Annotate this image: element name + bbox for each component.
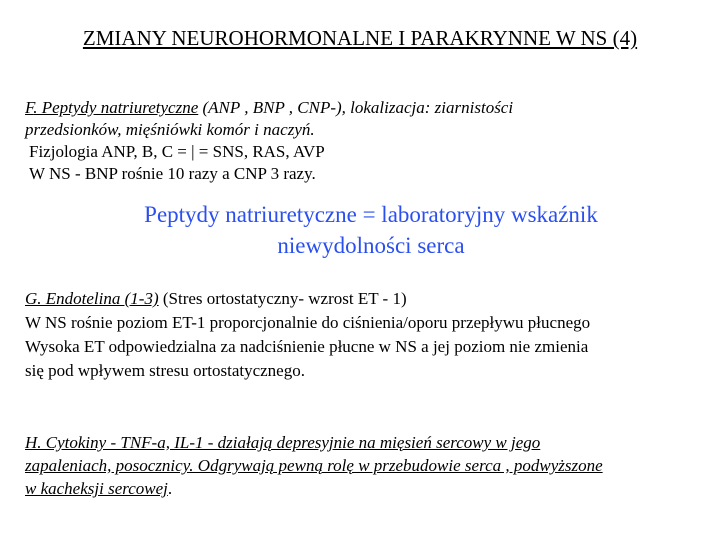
section-g-endothelin (25, 287, 590, 383)
section-f-label: F (25, 98, 34, 117)
section-f-line-1-rest: (ANP , BNP , CNP-), lokalizacja: ziarnistości (198, 98, 514, 117)
section-h-line-3-text: w kacheksji sercowej (25, 479, 168, 498)
section-h-cytokines (25, 431, 603, 500)
section-h-line-2: zapaleniach, posocznicy. Odgrywają pewną rolę w przebudowie serca , podwyższone (25, 456, 603, 475)
section-f-line-2 (25, 119, 513, 141)
section-f-line-2a: przedsionków, mięśniówki komór i (25, 120, 264, 139)
section-h-line-1: H. Cytokiny - TNF-a, IL-1 - działają depresyjnie na mięsień sercowy w jego (25, 433, 541, 452)
section-g-line-1-rest: (Stres ortostatyczny- wzrost ET - 1) (158, 289, 407, 308)
section-f-line-2b: naczyń. (263, 120, 315, 139)
slide-title: ZMIANY NEUROHORMONALNE I PARAKRYNNE W NS (4) (82, 26, 638, 50)
highlight-line-1: Peptydy natriuretyczne = laboratoryjny wskaźnik (144, 202, 598, 227)
section-g-label: G. Endotelina (1-3) (25, 289, 159, 308)
section-g-line-3: Wysoka ET odpowiedzialna za nadciśnienie płucne w NS a jej poziom nie zmienia (25, 337, 589, 356)
section-f-peptides (25, 97, 513, 185)
section-h-line-3 (25, 477, 603, 500)
section-f-heading-text: . Peptydy natriuretyczne (33, 98, 199, 117)
section-f-line-4: W NS - BNP rośnie 10 razy a CNP 3 razy. (29, 164, 316, 183)
highlight-statement (0, 199, 720, 261)
section-g-line-1 (25, 287, 590, 311)
section-g-line-4: się pod wpływem stresu ortostatycznego. (25, 361, 305, 380)
section-f-heading (25, 98, 198, 117)
section-f-line-1 (25, 97, 513, 119)
section-h-line-3-period: . (167, 479, 173, 498)
section-g-line-2: W NS rośnie poziom ET-1 proporcjonalnie do ciśnienia/oporu przepływu płucnego (25, 313, 591, 332)
section-f-line-3: Fizjologia ANP, B, C = | = SNS, RAS, AVP (29, 142, 325, 161)
highlight-line-2: niewydolności serca (277, 233, 465, 258)
